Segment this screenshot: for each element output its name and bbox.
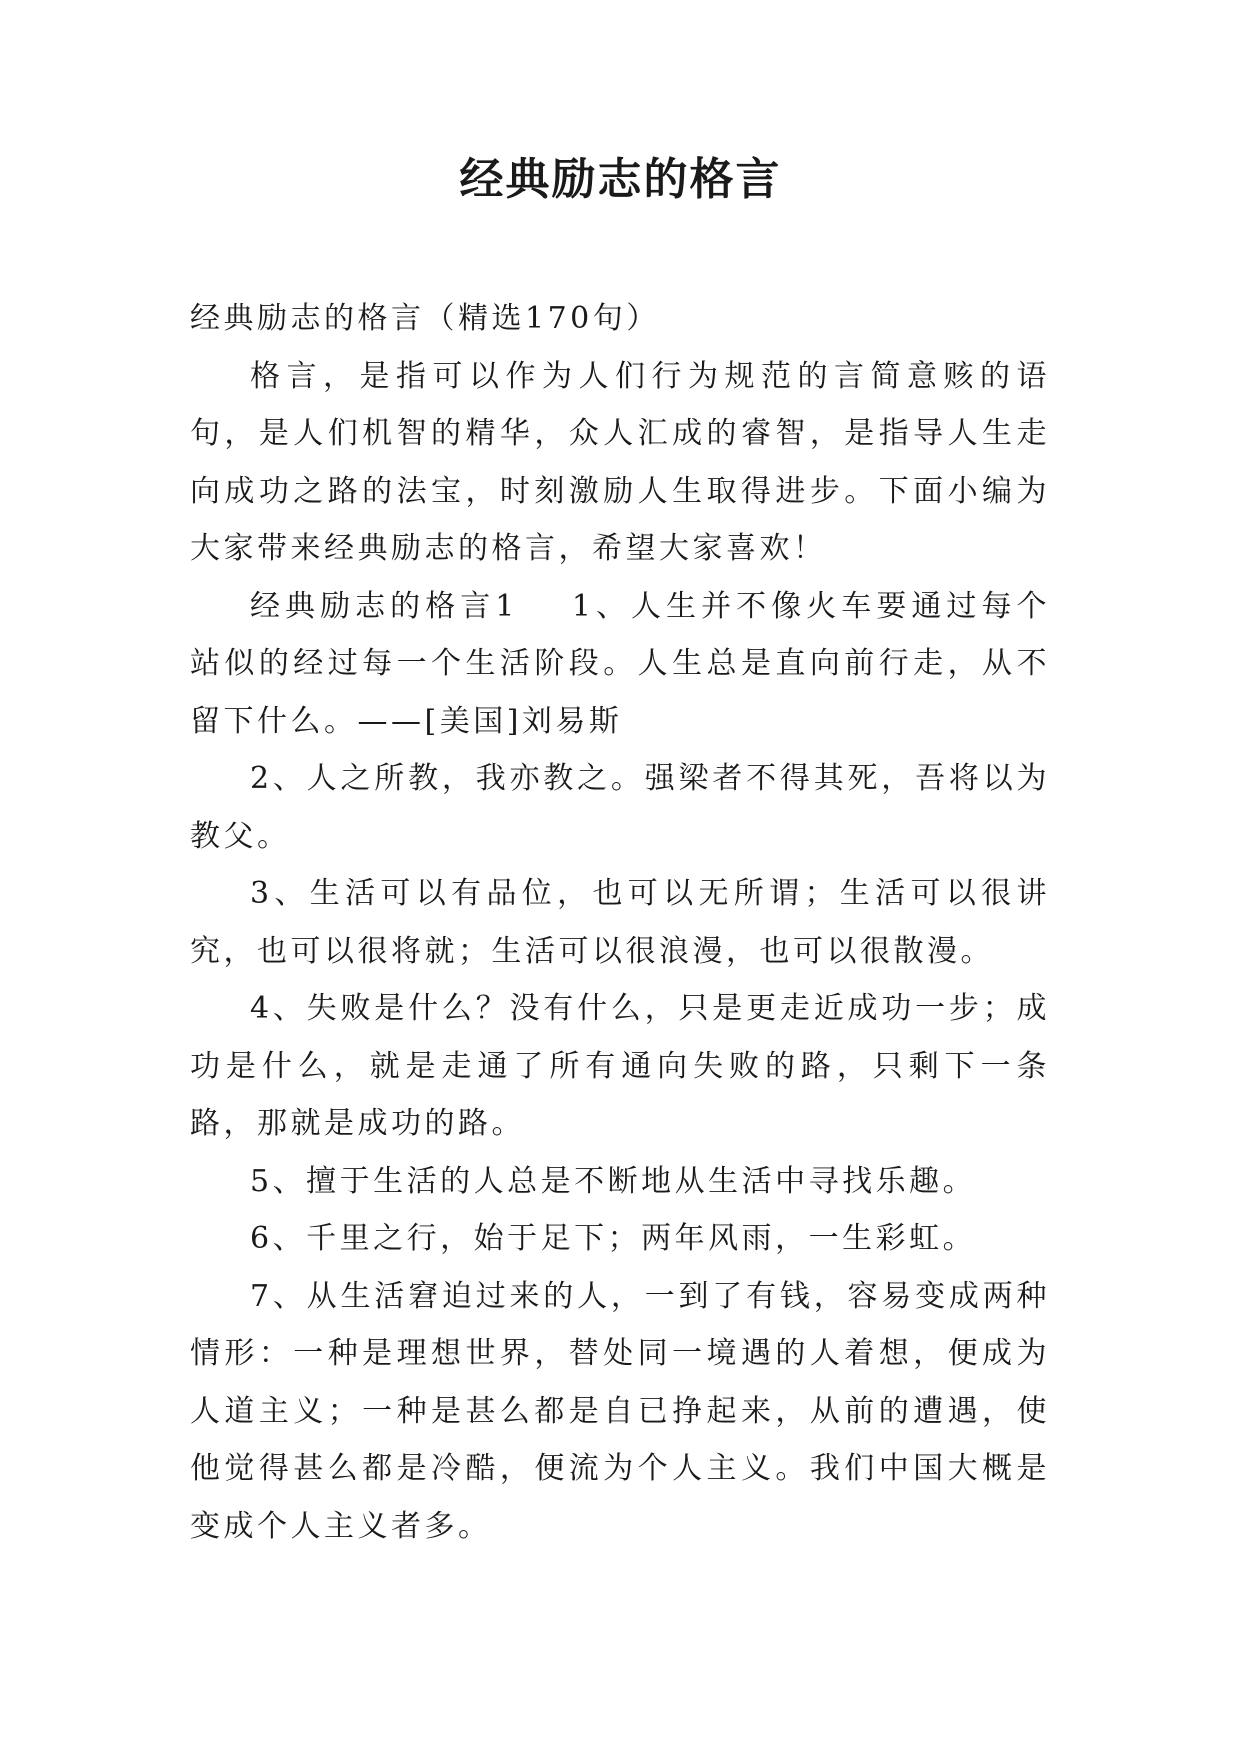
quote-item: 3、生活可以有品位，也可以无所谓；生活可以很讲究，也可以很将就；生活可以很浪漫，也可以很散漫。 — [190, 876, 1050, 969]
section-first-paragraph — [190, 578, 1050, 751]
document-title: 经典励志的格言 — [459, 154, 782, 205]
document-subtitle: 经典励志的格言（精选170句） — [190, 301, 660, 336]
quote-item: 4、失败是什么？没有什么，只是更走近成功一步；成功是什么，就是走通了所有通向失败的路，只剩下一条路，那就是成功的路。 — [190, 991, 1050, 1141]
section-heading: 经典励志的格言1 — [250, 588, 518, 624]
document-body — [190, 290, 1050, 1555]
quote-item: 1、人生并不像火车要通过每个站似的经过每一个生活阶段。人生总是直向前行走，从不留下什么。——[美国]刘易斯 — [190, 588, 1050, 739]
quote-item: 6、千里之行，始于足下；两年风雨，一生彩虹。 — [250, 1221, 977, 1256]
quote-item: 7、从生活窘迫过来的人，一到了有钱，容易变成两种情形：一种是理想世界，替处同一境遇的人着想，便成为人道主义；一种是甚么都是自已挣起来，从前的遭遇，使他觉得甚么都是冷酷，便流为个人主义。我们中国大概是变成个人主义者多。 — [190, 1278, 1050, 1544]
quote-item: 5、擅于生活的人总是不断地从生活中寻找乐趣。 — [250, 1163, 977, 1199]
quote-item: 2、人之所教，我亦教之。强梁者不得其死，吾将以为教父。 — [190, 761, 1050, 854]
intro-paragraph: 格言，是指可以作为人们行为规范的言简意赅的语句，是人们机智的精华，众人汇成的睿智，是指导人生走向成功之路的法宝，时刻激励人生取得进步。下面小编为大家带来经典励志的格言，希望大家喜欢！ — [190, 358, 1050, 566]
